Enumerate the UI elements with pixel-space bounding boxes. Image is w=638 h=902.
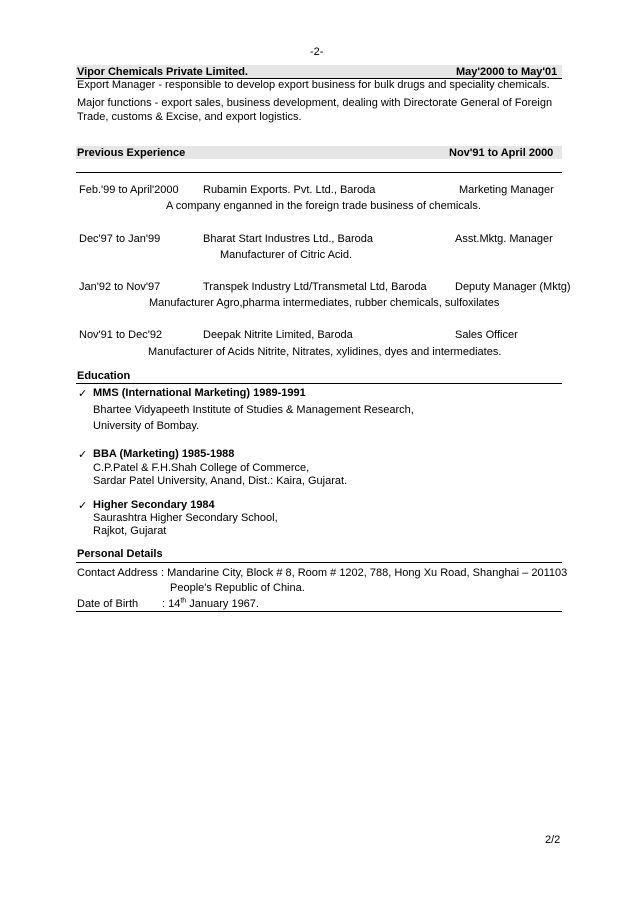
education-title: MMS (International Marketing) 1989-1991 bbox=[93, 387, 306, 399]
education-line: Saurashtra Higher Secondary School, bbox=[93, 512, 278, 524]
education-line: Bhartee Vidyapeeth Institute of Studies & Management Research, bbox=[93, 404, 414, 416]
job-dates: Feb.'99 to April'2000 bbox=[79, 184, 179, 196]
previous-period: Nov'91 to April 2000 bbox=[449, 147, 554, 159]
job-dates: Jan'92 to Nov'97 bbox=[79, 281, 161, 293]
page-number-bottom: 2/2 bbox=[545, 834, 561, 846]
job-description: A company enganned in the foreign trade business of chemicals. bbox=[166, 200, 481, 212]
dob-ordinal: th bbox=[180, 597, 187, 605]
check-icon: ✓ bbox=[78, 388, 88, 400]
education-line: Sardar Patel University, Anand, Dist.: Kaira, Gujarat. bbox=[93, 475, 348, 487]
current-functions-2: Trade, customs & Excise, and export logistics. bbox=[77, 111, 302, 123]
current-role: Export Manager - responsible to develop export business for bulk drugs and speciality chemicals. bbox=[77, 79, 550, 91]
job-company: Bharat Start Industres Ltd., Baroda bbox=[203, 233, 373, 245]
job-dates: Dec'97 to Jan'99 bbox=[79, 233, 161, 245]
address-label: Contact Address bbox=[77, 567, 158, 579]
education-rule bbox=[76, 383, 562, 384]
education-line: University of Bombay. bbox=[93, 420, 200, 432]
check-icon: ✓ bbox=[78, 449, 88, 461]
job-title: Marketing Manager bbox=[459, 184, 554, 196]
check-icon: ✓ bbox=[78, 500, 88, 512]
personal-heading: Personal Details bbox=[77, 548, 163, 560]
personal-rule-top bbox=[76, 562, 562, 563]
current-functions-1: Major functions - export sales, business development, dealing with Directorate General of Foreign bbox=[77, 97, 553, 109]
education-title: Higher Secondary 1984 bbox=[93, 499, 215, 511]
current-company: Vipor Chemicals Private Limited. bbox=[77, 66, 248, 78]
personal-rule-bottom bbox=[76, 611, 562, 612]
job-company: Transpek Industry Ltd/Transmetal Ltd, Baroda bbox=[203, 281, 427, 293]
job-description: Manufacturer of Citric Acid. bbox=[220, 249, 353, 261]
job-title: Deputy Manager (Mktg) bbox=[455, 281, 571, 293]
job-title: Sales Officer bbox=[455, 329, 518, 341]
previous-rule bbox=[76, 172, 562, 173]
address-line-2: People's Republic of China. bbox=[170, 582, 305, 594]
job-description: Manufacturer Agro,pharma intermediates, rubber chemicals, sulfoxilates bbox=[149, 297, 500, 309]
dob-suffix: January 1967. bbox=[186, 598, 259, 610]
education-line: Rajkot, Gujarat bbox=[93, 525, 167, 537]
job-title: Asst.Mktg. Manager bbox=[455, 233, 553, 245]
dob-prefix: : 14 bbox=[162, 598, 181, 610]
job-description: Manufacturer of Acids Nitrite, Nitrates, xylidines, dyes and intermediates. bbox=[148, 346, 502, 358]
education-heading: Education bbox=[77, 370, 131, 382]
address-line-1: : Mandarine City, Block # 8, Room # 1202, 788, Hong Xu Road, Shanghai – 201103 bbox=[161, 567, 568, 579]
job-company: Rubamin Exports. Pvt. Ltd., Baroda bbox=[203, 184, 376, 196]
education-title: BBA (Marketing) 1985-1988 bbox=[93, 448, 235, 460]
job-dates: Nov'91 to Dec'92 bbox=[79, 329, 163, 341]
page-number-top: -2- bbox=[310, 46, 324, 58]
dob-label: Date of Birth bbox=[77, 598, 139, 610]
current-period: May'2000 to May'01 bbox=[456, 66, 558, 78]
education-line: C.P.Patel & F.H.Shah College of Commerce, bbox=[93, 462, 310, 474]
previous-heading: Previous Experience bbox=[77, 147, 186, 159]
job-company: Deepak Nitrite Limited, Baroda bbox=[203, 329, 353, 341]
dob-value bbox=[162, 598, 259, 610]
